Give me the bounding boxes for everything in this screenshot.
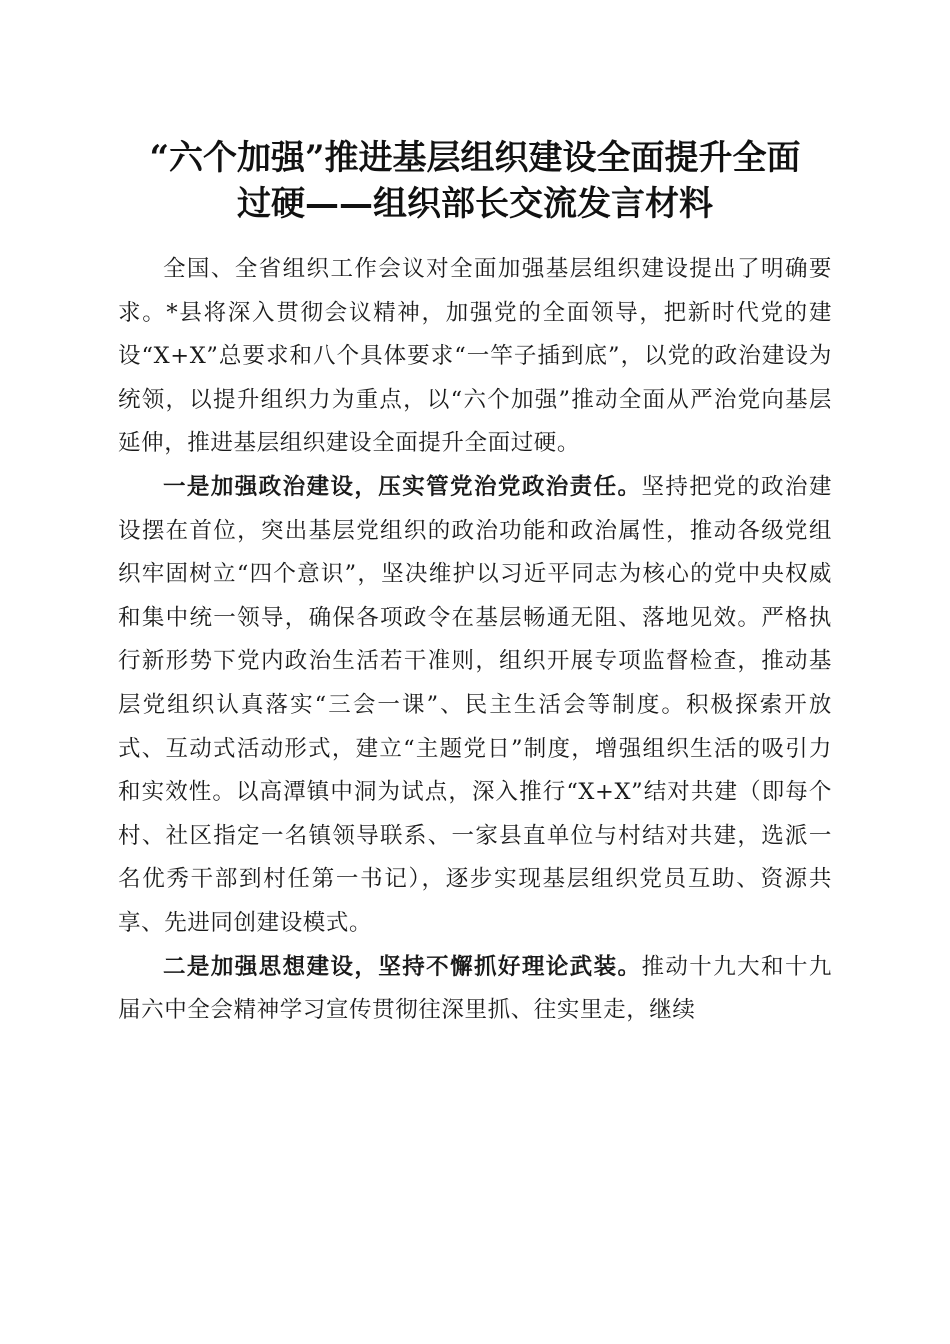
title-line-1: “六个加强”推进基层组织建设全面提升全面 bbox=[149, 138, 801, 178]
document-body bbox=[118, 248, 832, 1033]
paragraph-lead: 二是加强思想建设，坚持不懈抓好理论武装。 bbox=[163, 953, 642, 980]
paragraph-text: 全国、全省组织工作会议对全面加强基层组织建设提出了明确要求。*县将深入贯彻会议精神，加强党的全面领导，把新时代党的建设“X+X”总要求和八个具体要求“一竿子插到底”，以党的政治建设为统领，以提升组织力为重点，以“六个加强”推动全面从严治党向基层延伸，推进基层组织建设全面提升全面过硬。 bbox=[118, 256, 832, 457]
paragraph-intro bbox=[118, 248, 832, 466]
document-title bbox=[100, 135, 850, 227]
paragraph-political-building bbox=[118, 466, 832, 946]
paragraph-ideological-building bbox=[118, 946, 832, 1033]
paragraph-text: 坚持把党的政治建设摆在首位，突出基层党组织的政治功能和政治属性，推动各级党组织牢固树立“四个意识”，坚决维护以习近平同志为核心的党中央权威和集中统一领导，确保各项政令在基层畅通无阻、落地见效。严格执行新形势下党内政治生活若干准则，组织开展专项监督检查，推动基层党组织认真落实“三会一课”、民主生活会等制度。积极探索开放式、互动式活动形式，建立“主题党日”制度，增强组织生活的吸引力和实效性。以高潭镇中洞为试点，深入推行“X+X”结对共建（即每个村、社区指定一名镇领导联系、一家县直单位与村结对共建，选派一名优秀干部到村任第一书记），逐步实现基层组织党员互助、资源共享、先进同创建设模式。 bbox=[118, 473, 832, 936]
paragraph-text: 推动十九大和十九届六中全会精神学习宣传贯彻往深里抓、往实里走，继续 bbox=[118, 953, 832, 1024]
title-line-2: 过硬——组织部长交流发言材料 bbox=[237, 184, 713, 224]
paragraph-lead: 一是加强政治建设，压实管党治党政治责任。 bbox=[163, 473, 642, 500]
